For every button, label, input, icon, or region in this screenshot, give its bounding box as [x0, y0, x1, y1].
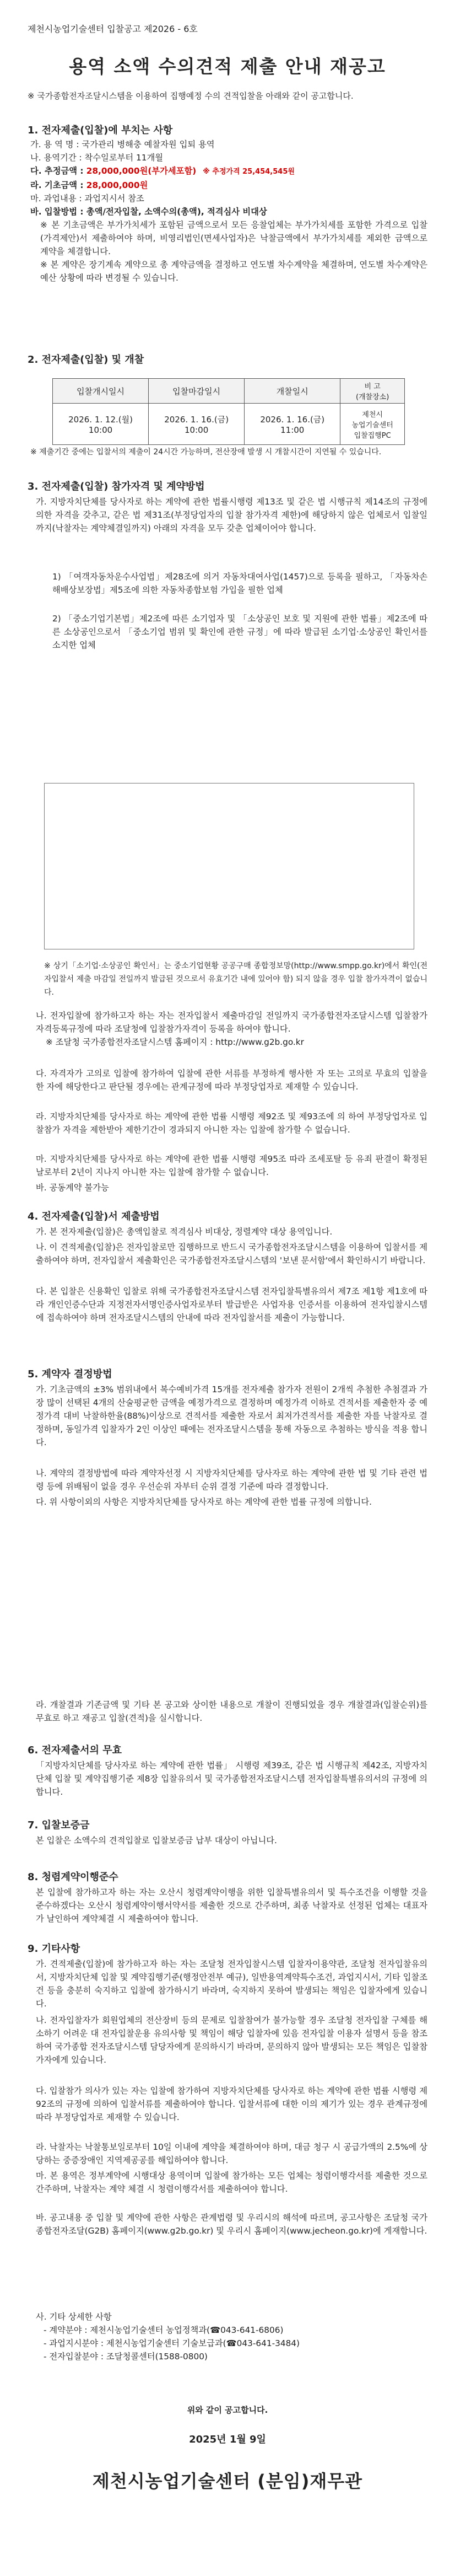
bid-method: 바. 입찰방법 : 총액/전자입찰, 소액수의(총액), 적격심사 비대상: [30, 207, 267, 217]
closing-statement: 위와 같이 공고합니다.: [187, 2405, 268, 2415]
section-3-ba: 바. 공동계약 불가능: [36, 1183, 109, 1193]
contact-info: [36, 2310, 427, 2363]
section-7-heading: 7. 입찰보증금: [28, 1820, 90, 1831]
value-remark: 제천시 농업기술센터 입찰집행PC: [340, 404, 405, 445]
schedule-value-row: [53, 404, 405, 445]
section-3-ga-2: 2) 「중소기업기본법」제2조에 따른 소기업자 및 「소상공인 보호 및 지원에 관한 법률」제2조에 따른 소상공인으로서 「중소기업 범위 및 확인에 관한 규정」에 따라 발급된 소기업·소상공인 확인서를 소지한 업체: [52, 614, 427, 650]
base-amount: 라. 기초금액 : 28,000,000원: [30, 180, 148, 190]
section-1-note-2: ※ 본 계약은 장기계속 계약으로 총 계약금액을 결정하고 연도별 차수계약을 체결하며, 연도별 차수계약은 예산 상황에 따라 변경될 수 있습니다.: [40, 260, 427, 283]
section-4-da: 다. 본 입찰은 신용확인 입찰로 위해 국가종합전자조달시스템 전자입찰특별유의서 제7조 제1항 제1호에 따라 개인인증수단과 지정전자서명인증사업자로부터 발급받은 사업자용 인증서를 이용하여 전자입찰시스템에 접속하여야 하며 전자조달시스템의 안내에 따라 전자입찰서를 제출이 가능합니다.: [36, 1286, 427, 1323]
g2b-url-link[interactable]: ※ 조달청 국가종합전자조달시스템 홈페이지 : http://www.g2b.go.kr: [46, 1037, 304, 1047]
header-opening: 개찰일시: [245, 379, 340, 404]
task-content: 마. 과업내용 : 과업지시서 참조: [30, 194, 144, 203]
section-1-heading: 1. 전자제출(입찰)에 부치는 사항: [28, 125, 173, 136]
issuing-organization: 제천시농업기술센터 (분임)재무관: [92, 2471, 363, 2492]
section-5-heading: 5. 계약자 결정방법: [28, 1368, 112, 1380]
intro-text: ※ 국가종합전자조달시스템을 이용하여 집행예정 수의 견적입찰을 아래와 같이 공고합니다.: [28, 91, 354, 101]
header-open: 입찰개시일시: [53, 379, 149, 404]
section-9-ma: 마. 본 용역은 정부계약에 시행대상 용역이며 입찰에 참가하는 모든 업체는 청렴이행각서를 제출한 것으로 간주하며, 낙찰자는 계약 체결 시 청렴이행각서를 제출하여야 합니다.: [36, 2171, 427, 2194]
section-3-ra: 라. 지방자치단체를 당사자로 하는 계약에 관한 법률 시행령 제92조 및 제93조에 의 하여 부정당업자로 입찰참가 자격을 제한받아 제한기간이 경과되지 아니한 자는 입찰에 참가할 수 없습니다.: [36, 1112, 427, 1135]
contact-contract: - 계약분야 : 제천시농업기술센터 농업정책과(☎043-641-6806): [44, 2325, 284, 2335]
section-3-ga: 가. 지방자치단체를 당사자로 하는 계약에 관한 법률시행령 제13조 및 같은 법 시행규칙 제14조의 규정에 의한 자격을 갖추고, 같은 법 제31조(부정당업자의 입찰 참가자격 제한)에 해당하지 않은 업체로서 입찰일까지(낙찰자는 계약체결일까지) 아래의 자격을 모두 갖춘 업체이어야 합니다.: [36, 497, 427, 533]
section-3-na: 나. 전자입찰에 참가하고자 하는 자는 전자입찰서 제출마감일 전일까지 국가종합전자조달시스템 입찰참가자격등록규정에 따라 조달청에 입찰참가자격이 등록을 하여야 합니다. ※ 조달청 국가종합전자조달시스템 홈페이지 : http://www.g2b.go.kr: [36, 1009, 427, 1049]
section-9-na: 나. 전자입찰자가 회원업체의 전산장비 등의 문제로 입찰참여가 불가능할 경우 조달청 전자입찰 구체를 해소하기 어려운 대 전자입찰운용 유의사항 및 책임이 해당 입찰자에 있음 전자입찰 이용자 설명서 등을 참조하여 국가종합 전자조달시스템 담당자에게 문의하시기 바라며, 문의하지 않아 발생되는 모든 책임은 입찰참가자에게 있습니다.: [36, 2015, 427, 2065]
value-opening: 2026. 1. 16.(금) 11:00: [245, 404, 340, 445]
header-close: 입찰마감일시: [149, 379, 245, 404]
section-6-body: 「지방자치단체를 당사자로 하는 계약에 관한 법률」 시행령 제39조, 같은 법 시행규칙 제42조, 지방자치단체 입찰 및 계약집행기준 제8장 입찰유의서 및 국가종합전자조달시스템 전자입찰특별유의서의 규정에 의합니다.: [36, 1761, 427, 1797]
estimated-amount: 다. 추정금액 : 28,000,000원(부가세포함) ※ 추정가격 25,454,545원: [30, 166, 295, 176]
value-close: 2026. 1. 16.(금) 10:00: [149, 404, 245, 445]
service-name: 가. 용 역 명 : 국가관리 병해충 예찰자원 입퇴 용역: [30, 139, 215, 149]
issue-date: 2025년 1월 9일: [189, 2434, 266, 2445]
section-3-ga-1: 1) 「여객자동차운수사업법」제28조에 의거 자동차대여사업(1457)으로 등록을 필하고, 「자동차손해배상보장법」제5조에 의한 자동차종합보험 가입을 필한 업체: [52, 572, 427, 595]
section-5-da: 다. 위 사항이외의 사항은 지방자치단체를 당사자로 하는 계약에 관한 법률 규정에 의합니다.: [36, 1497, 372, 1507]
section-4-heading: 4. 전자제출(입찰)서 제출방법: [28, 1211, 160, 1222]
section-5-ga: 가. 기초금액의 ±3% 범위내에서 복수예비가격 15개를 전자제출 참가자 전원이 2개씩 추첨한 추첨결과 가장 많이 선택된 4개의 산술평균한 금액을 예정가격으로 결정하며 예정가격 이하로 견적서를 제출한자 중 예정가격 대비 낙찰하한율(88%)이상으로 견적서를 제출한 자로서 최저가견적서를 제출한 자를 낙찰자로 결정하며, 동일가격 입찰자가 2인 이상인 때에는 전자조달시스템을 통해 자동으로 추첨하는 방식을 적용 합니다.: [36, 1384, 427, 1447]
value-open: 2026. 1. 12.(월) 10:00: [53, 404, 149, 445]
section-8-body: 본 입찰에 참가하고자 하는 자는 오산시 청렴계약이행을 위한 입찰특별유의서 및 특수조건을 이행할 것을 준수하겠다는 오산시 청렴계약이행서약서를 제출한 것으로 간주하며, 최종 낙찰자로 선정된 업체는 대표자가 날인하여 계약체결 시 제출하여야 합니다.: [36, 1887, 427, 1924]
section-9-ba: 바. 공고내용 중 입찰 및 계약에 관한 사항은 관계법령 및 우리시의 해석에 따르며, 공고사항은 조달청 국가종합전자조달(G2B) 홈페이지(www.g2b.go.kr) 및 우리시 홈페이지(www.jecheon.go.kr)에 게재합니다.: [36, 2213, 427, 2236]
section-5-ra: 라. 개찰결과 기존금액 및 기타 본 공고와 상이한 내용으로 개찰이 진행되었을 경우 개찰결과(입찰순위)를 무효로 하고 재공고 입찰(견적)을 실시합니다.: [36, 1700, 427, 1723]
section-2-note: ※ 제출기간 중에는 입찰서의 제출이 24시간 가능하며, 전산장애 발생 시 개찰시간이 지연될 수 있습니다.: [30, 448, 382, 457]
section-3-box-note: ※ 상기「소기업·소상공인 확인서」는 중소기업현황 공공구매 종합정보망(http://www.smpp.go.kr)에서 확인(전자입찰서 제출 마감일 전일까지 발급된 것으로서 유효기간 내에 있어야 함) 되지 않을 경우 입찰 참가자격이 없습니다.: [44, 962, 427, 997]
document-title: 용역 소액 수의견적 제출 안내 재공고: [69, 56, 386, 77]
contact-task: - 과업지시분야 : 제천시농업기술센터 기술보급과(☎043-641-3484): [44, 2338, 300, 2348]
contact-ebid: - 전자입찰분야 : 조달청콜센터(1588-0800): [44, 2352, 208, 2362]
section-1-body: [30, 138, 427, 285]
service-period: 나. 용역기간 : 착수일로부터 11개월: [30, 153, 164, 163]
section-7-body: 본 입찰은 소액수의 견적입찰로 입찰보증금 납부 대상이 아닙니다.: [36, 1836, 277, 1845]
schedule-table: [52, 378, 405, 445]
blank-box: [44, 783, 414, 949]
section-9-ga: 가. 견적제출(입찰)에 참가하고자 하는 자는 조달청 전자입찰시스템 입찰자이용약관, 조달청 전자입찰유의서, 지방자치단체 입찰 및 계약집행기준(행정안전부 예규), 일반용역계약특수조건, 과업지시서, 기타 입찰조건 등을 충분히 숙지하고 입찰에 참가하시기 바라며, 숙지하지 못하여 발생되는 책임은 입찰자에게 있습니다.: [36, 1959, 427, 2009]
notice-number: 제천시농업기술센터 입찰공고 제2026 - 6호: [28, 24, 198, 34]
section-3-da: 다. 자격자가 고의로 입찰에 참가하여 입찰에 관한 서류를 부정하게 행사한 자 또는 고의로 무효의 입찰을 한 자에 해당한다고 판단될 경우에는 관계규정에 따라 부정당업자로 제재할 수 있습니다.: [36, 1069, 427, 1092]
section-2-heading: 2. 전자제출(입찰) 및 개찰: [28, 354, 144, 366]
section-3-ma: 마. 지방자치단체를 당사자로 하는 계약에 관한 법률 시행령 제95조 따라 조세포탈 등 유죄 판결이 확정된 날로부터 2년이 지나지 아니한 자는 입찰에 참가할 수 없습니다.: [36, 1154, 427, 1177]
section-4-na: 나. 이 견적제출(입찰)은 전자입찰로만 집행하므로 반드시 국가종합전자조달시스템을 이용하여 입찰서를 제출하여야 하며, 전자입찰서 제출확인은 국가종합전자조달시스템의 '보낸 문서함'에서 확인하시기 바랍니다.: [36, 1242, 427, 1265]
section-1-note-1: ※ 본 기초금액은 부가가치세가 포함된 금액으로서 모든 응찰업체는 부가가치세를 포함한 가격으로 입찰(가격제안)서 제출하여야 하며, 비영리법인(면세사업자)은 낙찰금액에서 부가가치세를 제외한 금액으로 계약을 체결합니다.: [40, 220, 427, 256]
contact-heading: 사. 기타 상세한 사항: [36, 2312, 112, 2322]
section-9-ra: 라. 낙찰자는 낙찰통보일로부터 10일 이내에 계약을 체결하여야 하며, 대금 청구 시 공급가액의 2.5%에 상당하는 중증장애인 지역제공공를 해입하여야 합니다.: [36, 2142, 427, 2165]
section-4-ga: 가. 본 전자제출(입찰)은 총액입찰로 적격심사 비대상, 정렬계약 대상 용역입니다.: [36, 1227, 333, 1237]
header-remark: 비 고 (개찰장소): [340, 379, 405, 404]
schedule-header-row: [53, 379, 405, 404]
section-9-da: 다. 입찰참가 의사가 있는 자는 입찰에 참가하여 지방자치단체를 당사자로 하는 계약에 관한 법률 시행령 제92조의 규정에 의하여 입찰서류를 제출하여야 합니다. 입찰서류에 대한 이의 제기가 있는 경우 관계규정에 따라 부정당업자로 제재할 수 있습니다.: [36, 2086, 427, 2122]
section-3-heading: 3. 전자제출(입찰) 참가자격 및 계약방법: [28, 481, 205, 492]
section-5-na: 나. 계약의 결정방법에 따라 계약자선정 시 지방자치단체를 당사자로 하는 계약에 관한 법 및 기타 관련 법령 등에 위배됨이 없을 경우 우선순위 자부터 순위 결정 기준에 따라 결정합니다.: [36, 1468, 427, 1491]
section-9-heading: 9. 기타사항: [28, 1943, 80, 1955]
section-8-heading: 8. 청렴계약이행준수: [28, 1871, 118, 1883]
section-6-heading: 6. 전자제출서의 무효: [28, 1745, 122, 1756]
